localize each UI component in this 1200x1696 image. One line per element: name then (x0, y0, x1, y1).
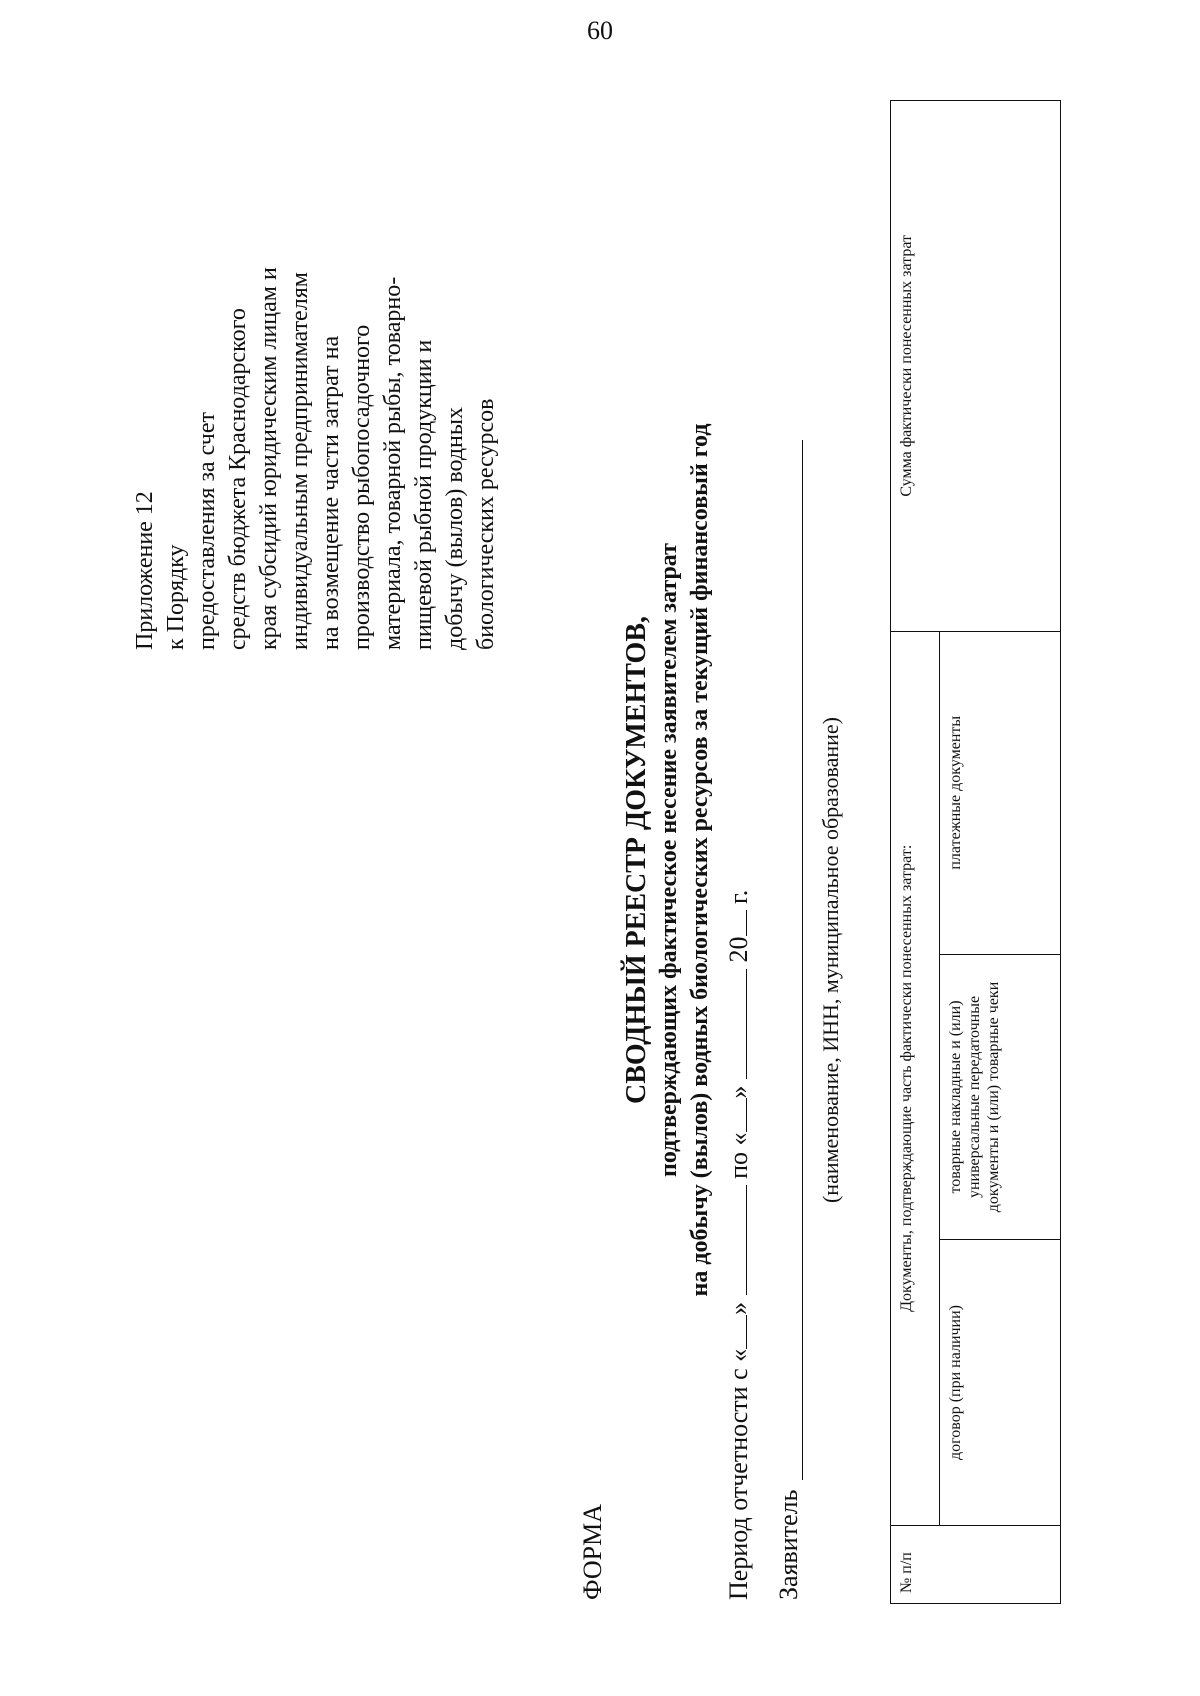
appendix-line: на возмещение части затрат на (318, 335, 344, 650)
table-header-row (891, 101, 940, 1604)
period-from-day-field[interactable] (724, 1315, 747, 1349)
applicant-field[interactable] (802, 440, 803, 1480)
appendix-line: предоставления за счет (194, 412, 220, 650)
applicant-label: Заявитель (774, 1489, 803, 1600)
period-quote: » (724, 1085, 753, 1099)
period-quote: » (724, 1301, 753, 1315)
period-to-label: по « (724, 1132, 753, 1179)
appendix-line: Приложение 12 (132, 491, 158, 650)
appendix-line: материала, товарной рыбы, товарно- (380, 276, 406, 650)
header-sum: Сумма фактически понесенных затрат (891, 101, 1061, 632)
appendix-line: индивидуальным предпринимателям (287, 272, 313, 650)
rotated-form-sheet (100, 60, 1100, 1660)
page-number: 60 (587, 16, 613, 45)
title-line-3: на добычу (вылов) водных биологических ресурсов за текущий финансовый год (687, 423, 713, 1297)
period-label: Период отчетности с « (724, 1348, 753, 1600)
reporting-period (724, 890, 754, 1600)
appendix-line: добычу (вылов) водных (442, 406, 468, 650)
appendix-line: средств бюджета Краснодарского (225, 308, 251, 650)
period-year-suffix: г. (724, 889, 753, 904)
period-from-month-field[interactable] (724, 1185, 747, 1295)
header-contract: договор (при наличии) (940, 1240, 1061, 1526)
appendix-line: пищевой рыбной продукции и (411, 339, 437, 650)
appendix-line: края субсидий юридическим лицам и (256, 267, 282, 650)
period-year-field[interactable] (724, 910, 747, 936)
period-to-month-field[interactable] (724, 969, 747, 1079)
period-to-day-field[interactable] (724, 1098, 747, 1132)
header-payments: платежные документы (940, 631, 1061, 954)
appendix-header (130, 90, 502, 650)
header-documents: Документы, подтверждающие часть фактически понесенных затрат: (891, 631, 940, 1526)
title-line-2: подтверждающих фактическое несение заявителем затрат (656, 543, 682, 1177)
form-label: ФОРМА (578, 1504, 607, 1600)
appendix-line: производство рыбопосадочного (349, 324, 375, 650)
period-year-prefix: 20 (724, 936, 753, 963)
document-registry-table (890, 100, 1061, 1604)
document-title (620, 60, 716, 1660)
appendix-line: биологических ресурсов (473, 398, 499, 650)
applicant-caption: (наименование, ИНН, муниципальное образование) (818, 716, 843, 1204)
appendix-line: к Порядку (163, 544, 189, 650)
title-main: СВОДНЫЙ РЕЕСТР ДОКУМЕНТОВ, (621, 615, 652, 1105)
header-invoices: товарные накладные и (или) универсальные передаточные документы и (или) товарные чеки (940, 954, 1061, 1239)
header-number: № п/п (891, 1526, 1061, 1604)
